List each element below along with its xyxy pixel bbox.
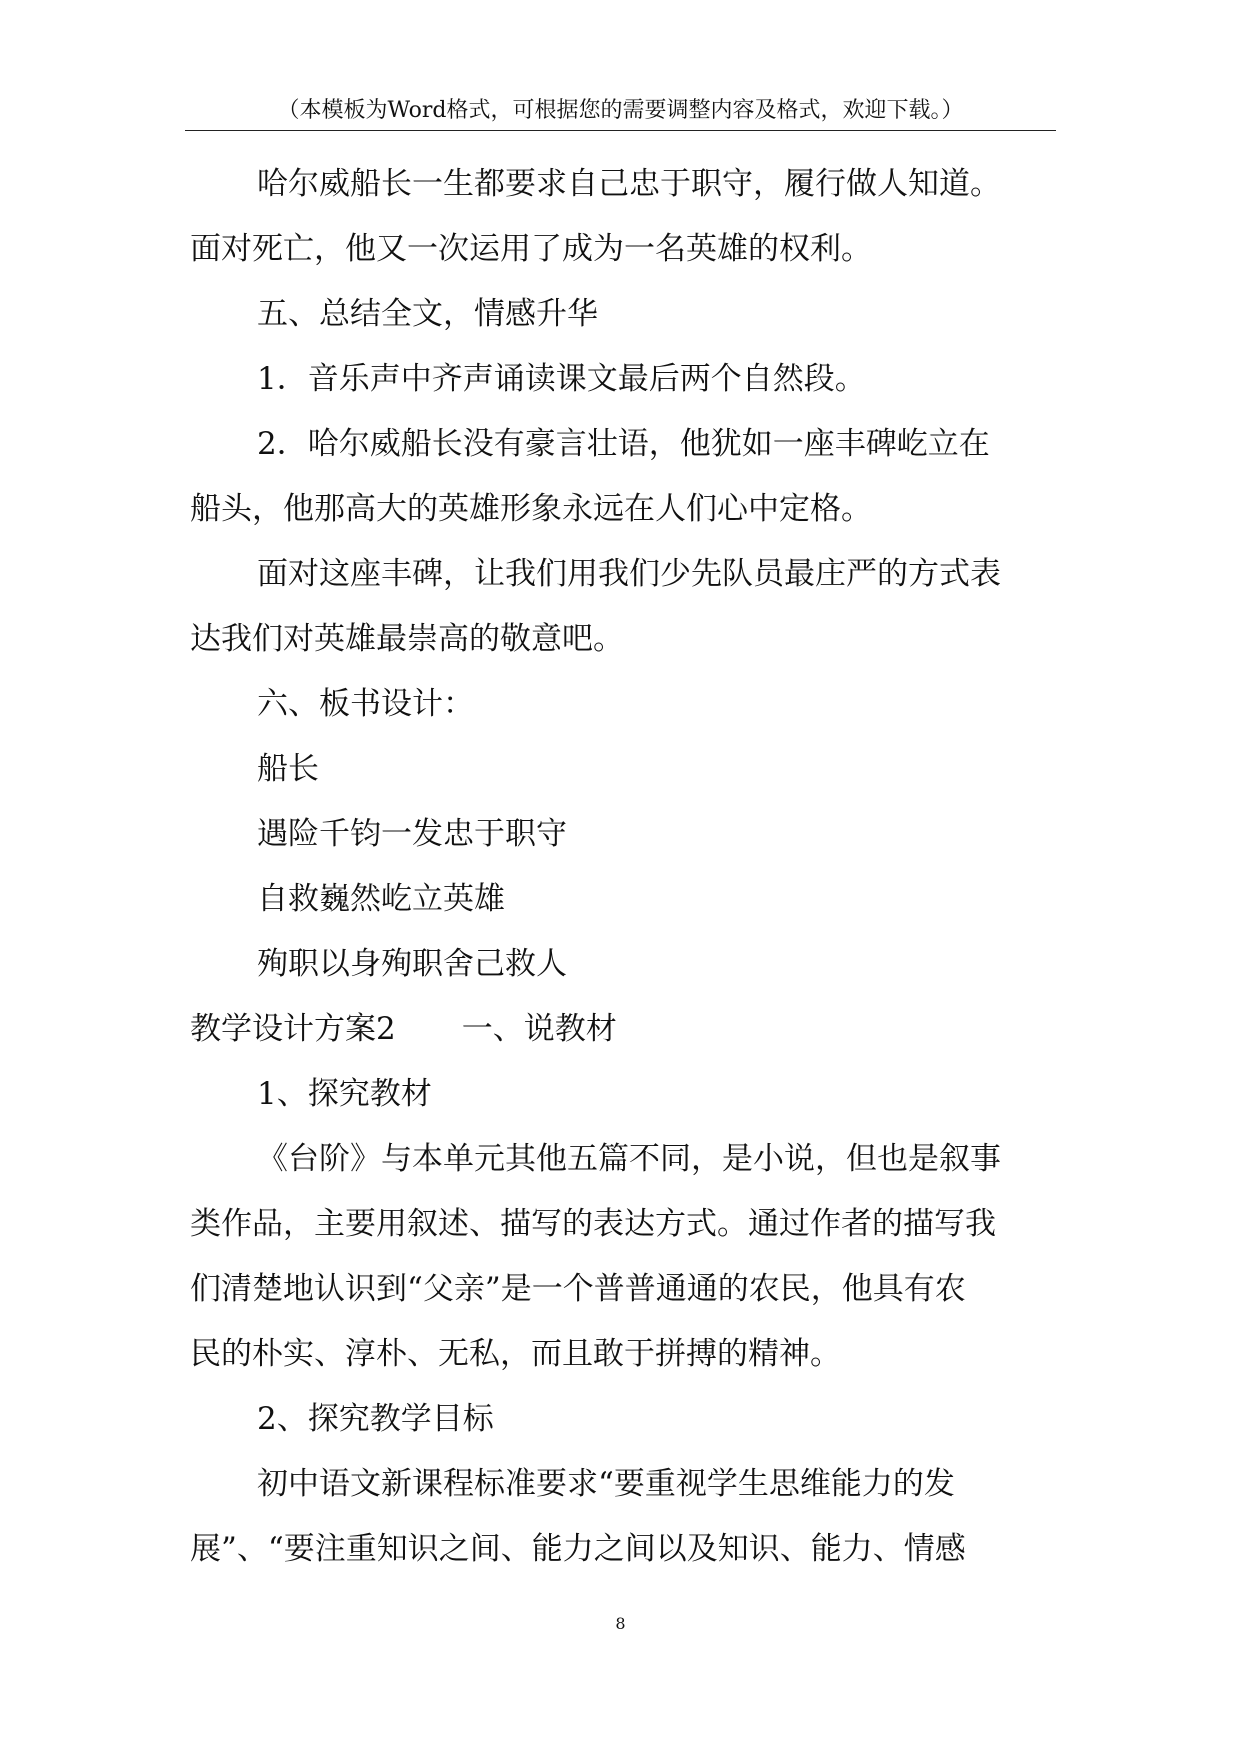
list-item: 1、探究教材: [257, 1076, 432, 1112]
list-item: 2、探究教学目标: [257, 1401, 494, 1437]
board-design-line: 船长: [257, 751, 319, 787]
section-heading: 六、板书设计：: [257, 686, 474, 722]
paragraph-line: 船头，他那高大的英雄形象永远在人们心中定格。: [190, 491, 872, 527]
paragraph-line: 们清楚地认识到“父亲”是一个普普通通的农民，他具有农: [190, 1271, 966, 1307]
paragraph-line: 面对死亡，他又一次运用了成为一名英雄的权利。: [190, 231, 872, 267]
board-design-line: 殉职以身殉职舍己救人: [257, 946, 567, 982]
document-body: [190, 152, 1065, 1582]
paragraph-line: 初中语文新课程标准要求“要重视学生思维能力的发: [257, 1466, 955, 1502]
paragraph-line: 展”、“要注重知识之间、能力之间以及知识、能力、情感: [190, 1531, 966, 1567]
paragraph-line: 哈尔威船长一生都要求自己忠于职守，履行做人知道。: [257, 166, 1001, 202]
paragraph-line: 类作品，主要用叙述、描写的表达方式。通过作者的描写我: [190, 1206, 996, 1242]
header-divider: [185, 130, 1056, 131]
list-item: 1．音乐声中齐声诵读课文最后两个自然段。: [257, 361, 866, 397]
section-title-row: [190, 997, 1065, 1062]
board-design-line: 遇险千钧一发忠于职守: [257, 816, 567, 852]
list-item: 2．哈尔威船长没有豪言壮语，他犹如一座丰碑屹立在: [257, 426, 990, 462]
paragraph-line: 达我们对英雄最崇高的敬意吧。: [190, 621, 624, 657]
paragraph-line: 《台阶》与本单元其他五篇不同，是小说，但也是叙事: [257, 1141, 1001, 1177]
paragraph-line: 民的朴实、淳朴、无私，而且敢于拼搏的精神。: [190, 1336, 841, 1372]
section-heading: 五、总结全文，情感升华: [257, 296, 598, 332]
board-design-line: 自救巍然屹立英雄: [257, 881, 505, 917]
section-subtitle: 一、说教材: [461, 1011, 617, 1047]
paragraph-line: 面对这座丰碑，让我们用我们少先队员最庄严的方式表: [257, 556, 1001, 592]
page-number: 8: [615, 1614, 626, 1633]
section-title: 教学设计方案2: [190, 1011, 396, 1047]
template-note-header: （本模板为Word格式，可根据您的需要调整内容及格式，欢迎下载。）: [277, 98, 964, 123]
